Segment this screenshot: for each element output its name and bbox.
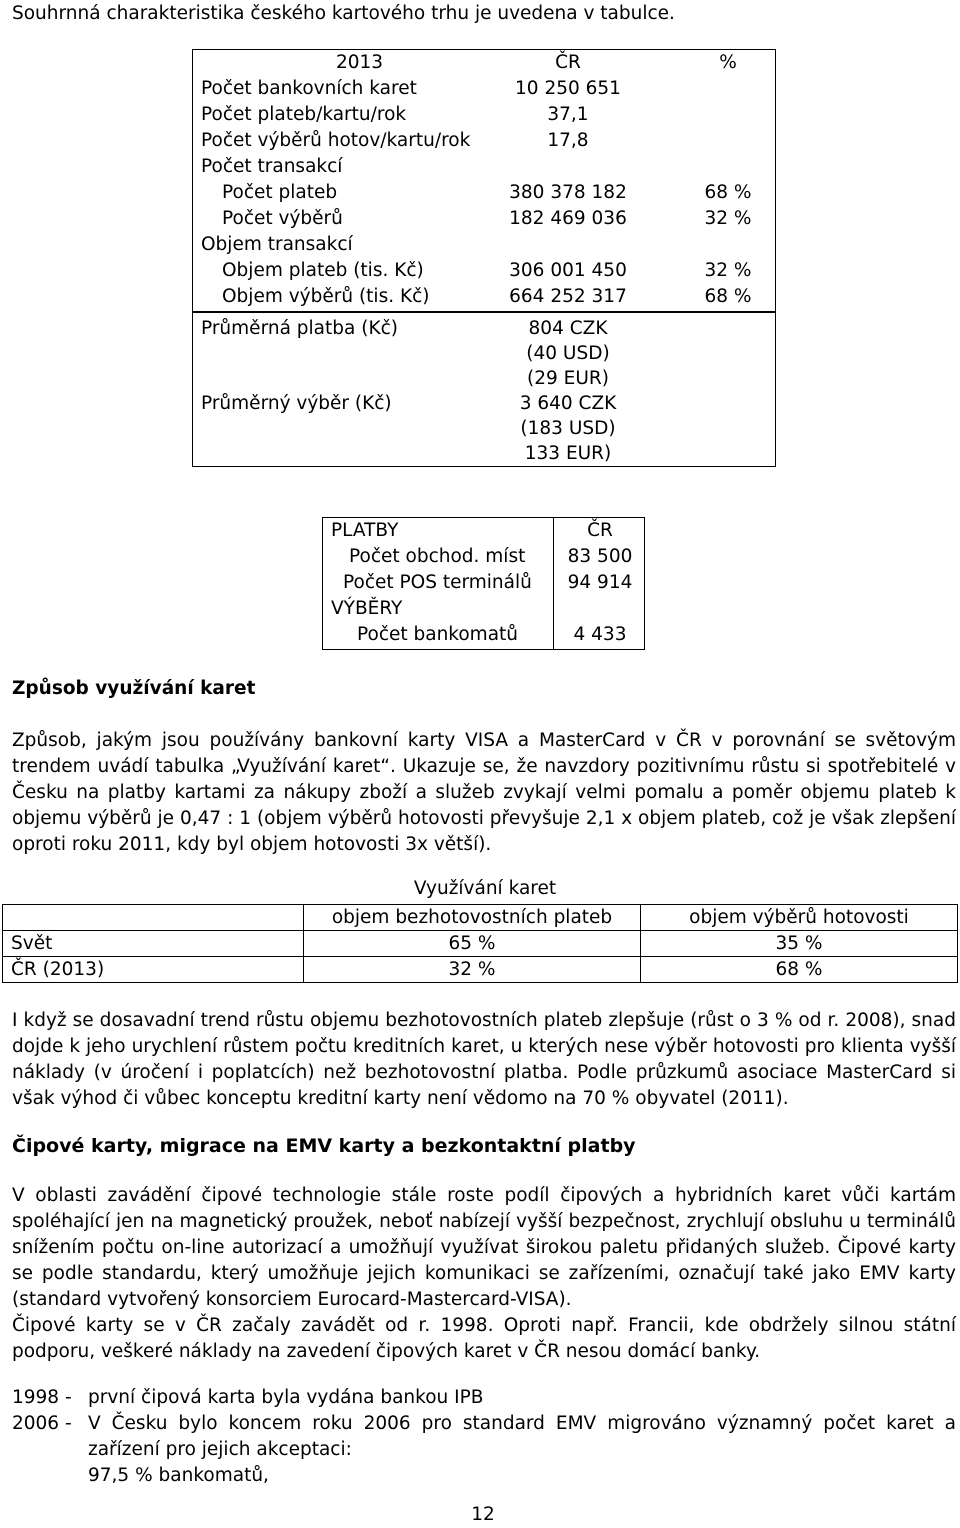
avg-value-line: (29 EUR) xyxy=(527,368,609,389)
timeline-text: 97,5 % bankomatů, xyxy=(88,1465,269,1486)
avg-value-line: (183 USD) xyxy=(520,418,616,439)
table-row xyxy=(3,931,958,957)
row-pct: 32 % xyxy=(704,208,752,229)
timeline-continuation xyxy=(12,1437,956,1463)
header-pct: % xyxy=(719,52,737,73)
header-year: 2013 xyxy=(336,52,384,73)
row-pct: 32 % xyxy=(704,260,752,281)
row-label: Počet POS terminálů xyxy=(343,572,532,593)
row-value: 32 % xyxy=(304,957,641,983)
header-cell: objem výběrů hotovosti xyxy=(641,905,958,931)
timeline-year: 1998 - xyxy=(12,1387,72,1408)
row-label: VÝBĚRY xyxy=(331,598,403,619)
table-divider xyxy=(193,311,775,313)
row-label: Počet transakcí xyxy=(201,156,343,177)
acceptance-network-table xyxy=(322,517,645,650)
header-country: ČR xyxy=(555,52,581,73)
row-label: Počet bankomatů xyxy=(357,624,519,645)
intro-text: Souhrnná charakteristika českého kartového trhu je uvedena v tabulce. xyxy=(12,3,675,24)
row-label: Objem výběrů (tis. Kč) xyxy=(222,286,430,307)
header-cell: objem bezhotovostních plateb xyxy=(304,905,641,931)
paragraph-text: V oblasti zavádění čipové technologie stále roste podíl čipových a hybridních karet vůči kartám spoléhající jen na magnetický proužek, neboť nabízejí vyšší bezpečnost, zrychlují obsluhu u terminálů snížením počtu on-line autorizací a umožňují využívat širokou paletu přidaných služeb. Čipové karty se podle standardu, který umožňuje jejich komunikaci se zařízeními, označují také jako EMV karty (standard vytvořený konsorciem Eurocard-Mastercard-VISA). xyxy=(12,1185,956,1310)
timeline-text: první čipová karta byla vydána bankou IPB xyxy=(88,1387,484,1408)
timeline-continuation xyxy=(12,1463,956,1489)
timeline-text: zařízení pro jejich akceptaci: xyxy=(88,1439,352,1460)
table-header-row xyxy=(3,905,958,931)
table-row xyxy=(3,957,958,983)
timeline-item xyxy=(12,1411,956,1437)
paragraph-text: I když se dosavadní trend růstu objemu bezhotovostních plateb zlepšuje (růst o 3 % od r. 2008), snad dojde k jeho urychlení růstem počtu kreditních karet, u kterých nese výběr hotovosti pro klienta vyšší náklady (v úročení i poplatcích) než bezhotovostní platba. Podle průzkumů asociace MasterCard si však výhod či vůbec konceptu kreditní karty není vědomo na 70 % obyvatel (2011). xyxy=(12,1010,956,1109)
avg-values xyxy=(483,316,653,391)
section-heading: Čipové karty, migrace na EMV karty a bezkontaktní platby xyxy=(12,1135,636,1157)
row-value: 306 001 450 xyxy=(509,260,627,281)
row-label: Objem transakcí xyxy=(201,234,353,255)
row-value: 182 469 036 xyxy=(509,208,627,229)
row-value: 4 433 xyxy=(573,624,627,645)
row-label: Objem plateb (tis. Kč) xyxy=(222,260,424,281)
row-value: 35 % xyxy=(641,931,958,957)
header-cell xyxy=(3,905,304,931)
row-label: Počet obchod. míst xyxy=(349,546,526,567)
paragraph xyxy=(12,1008,956,1112)
avg-value-line: (40 USD) xyxy=(526,343,610,364)
row-value: 83 500 xyxy=(567,546,633,567)
page-number: 12 xyxy=(471,1504,495,1525)
paragraph xyxy=(12,1183,956,1365)
avg-value-line: 804 CZK xyxy=(528,318,608,339)
row-value: 10 250 651 xyxy=(515,78,621,99)
row-value: 380 378 182 xyxy=(509,182,627,203)
row-value: 65 % xyxy=(304,931,641,957)
row-pct: 68 % xyxy=(704,286,752,307)
avg-value-line: 3 640 CZK xyxy=(519,393,617,414)
table-title: Využívání karet xyxy=(413,878,557,899)
timeline xyxy=(12,1385,956,1489)
row-label: Svět xyxy=(3,931,304,957)
row-value: 664 252 317 xyxy=(509,286,627,307)
avg-label: Průměrná platba (Kč) xyxy=(201,318,398,339)
paragraph xyxy=(12,728,956,858)
timeline-item xyxy=(12,1385,956,1411)
row-label: Počet plateb xyxy=(222,182,338,203)
section-subheading: Způsob využívání karet xyxy=(12,678,256,699)
row-pct: 68 % xyxy=(704,182,752,203)
timeline-text: V Česku bylo koncem roku 2006 pro standard EMV migrováno významný počet karet a xyxy=(88,1413,956,1434)
row-label: PLATBY xyxy=(331,520,399,541)
avg-label: Průměrný výběr (Kč) xyxy=(201,393,392,414)
row-value: 37,1 xyxy=(547,104,589,125)
paragraph-text: Čipové karty se v ČR začaly zavádět od r. 1998. Oproti např. Francii, kde obdržely silnou státní podporu, veškeré náklady na zavedení čipových karet v ČR nesou domácí banky. xyxy=(12,1315,956,1362)
row-label: Počet výběrů hotov/kartu/rok xyxy=(201,130,471,151)
avg-values xyxy=(483,391,653,466)
card-market-table xyxy=(192,49,776,467)
row-value: 68 % xyxy=(641,957,958,983)
row-label: Počet výběrů xyxy=(222,208,343,229)
row-value: ČR xyxy=(587,520,613,541)
row-label: ČR (2013) xyxy=(3,957,304,983)
row-label: Počet plateb/kartu/rok xyxy=(201,104,407,125)
timeline-year: 2006 - xyxy=(12,1413,72,1434)
row-value: 94 914 xyxy=(567,572,633,593)
avg-value-line: 133 EUR) xyxy=(524,443,612,464)
row-value: 17,8 xyxy=(547,130,589,151)
row-label: Počet bankovních karet xyxy=(201,78,417,99)
card-usage-table xyxy=(2,878,958,982)
paragraph-text: Způsob, jakým jsou používány bankovní karty VISA a MasterCard v ČR v porovnání se světovým trendem uvádí tabulka „Využívání karet“. Ukazuje se, že navzdory pozitivnímu růstu si spotřebitelé v Česku na platby kartami za nákupy zboží a služeb zvykají velmi pomalu a poměr objemu plateb k objemu výběrů je 0,47 : 1 (objem výběrů hotovosti převyšuje 2,1 x objem plateb, což je však zlepšení oproti roku 2011, kdy byl objem hotovosti 3x větší). xyxy=(12,730,956,855)
